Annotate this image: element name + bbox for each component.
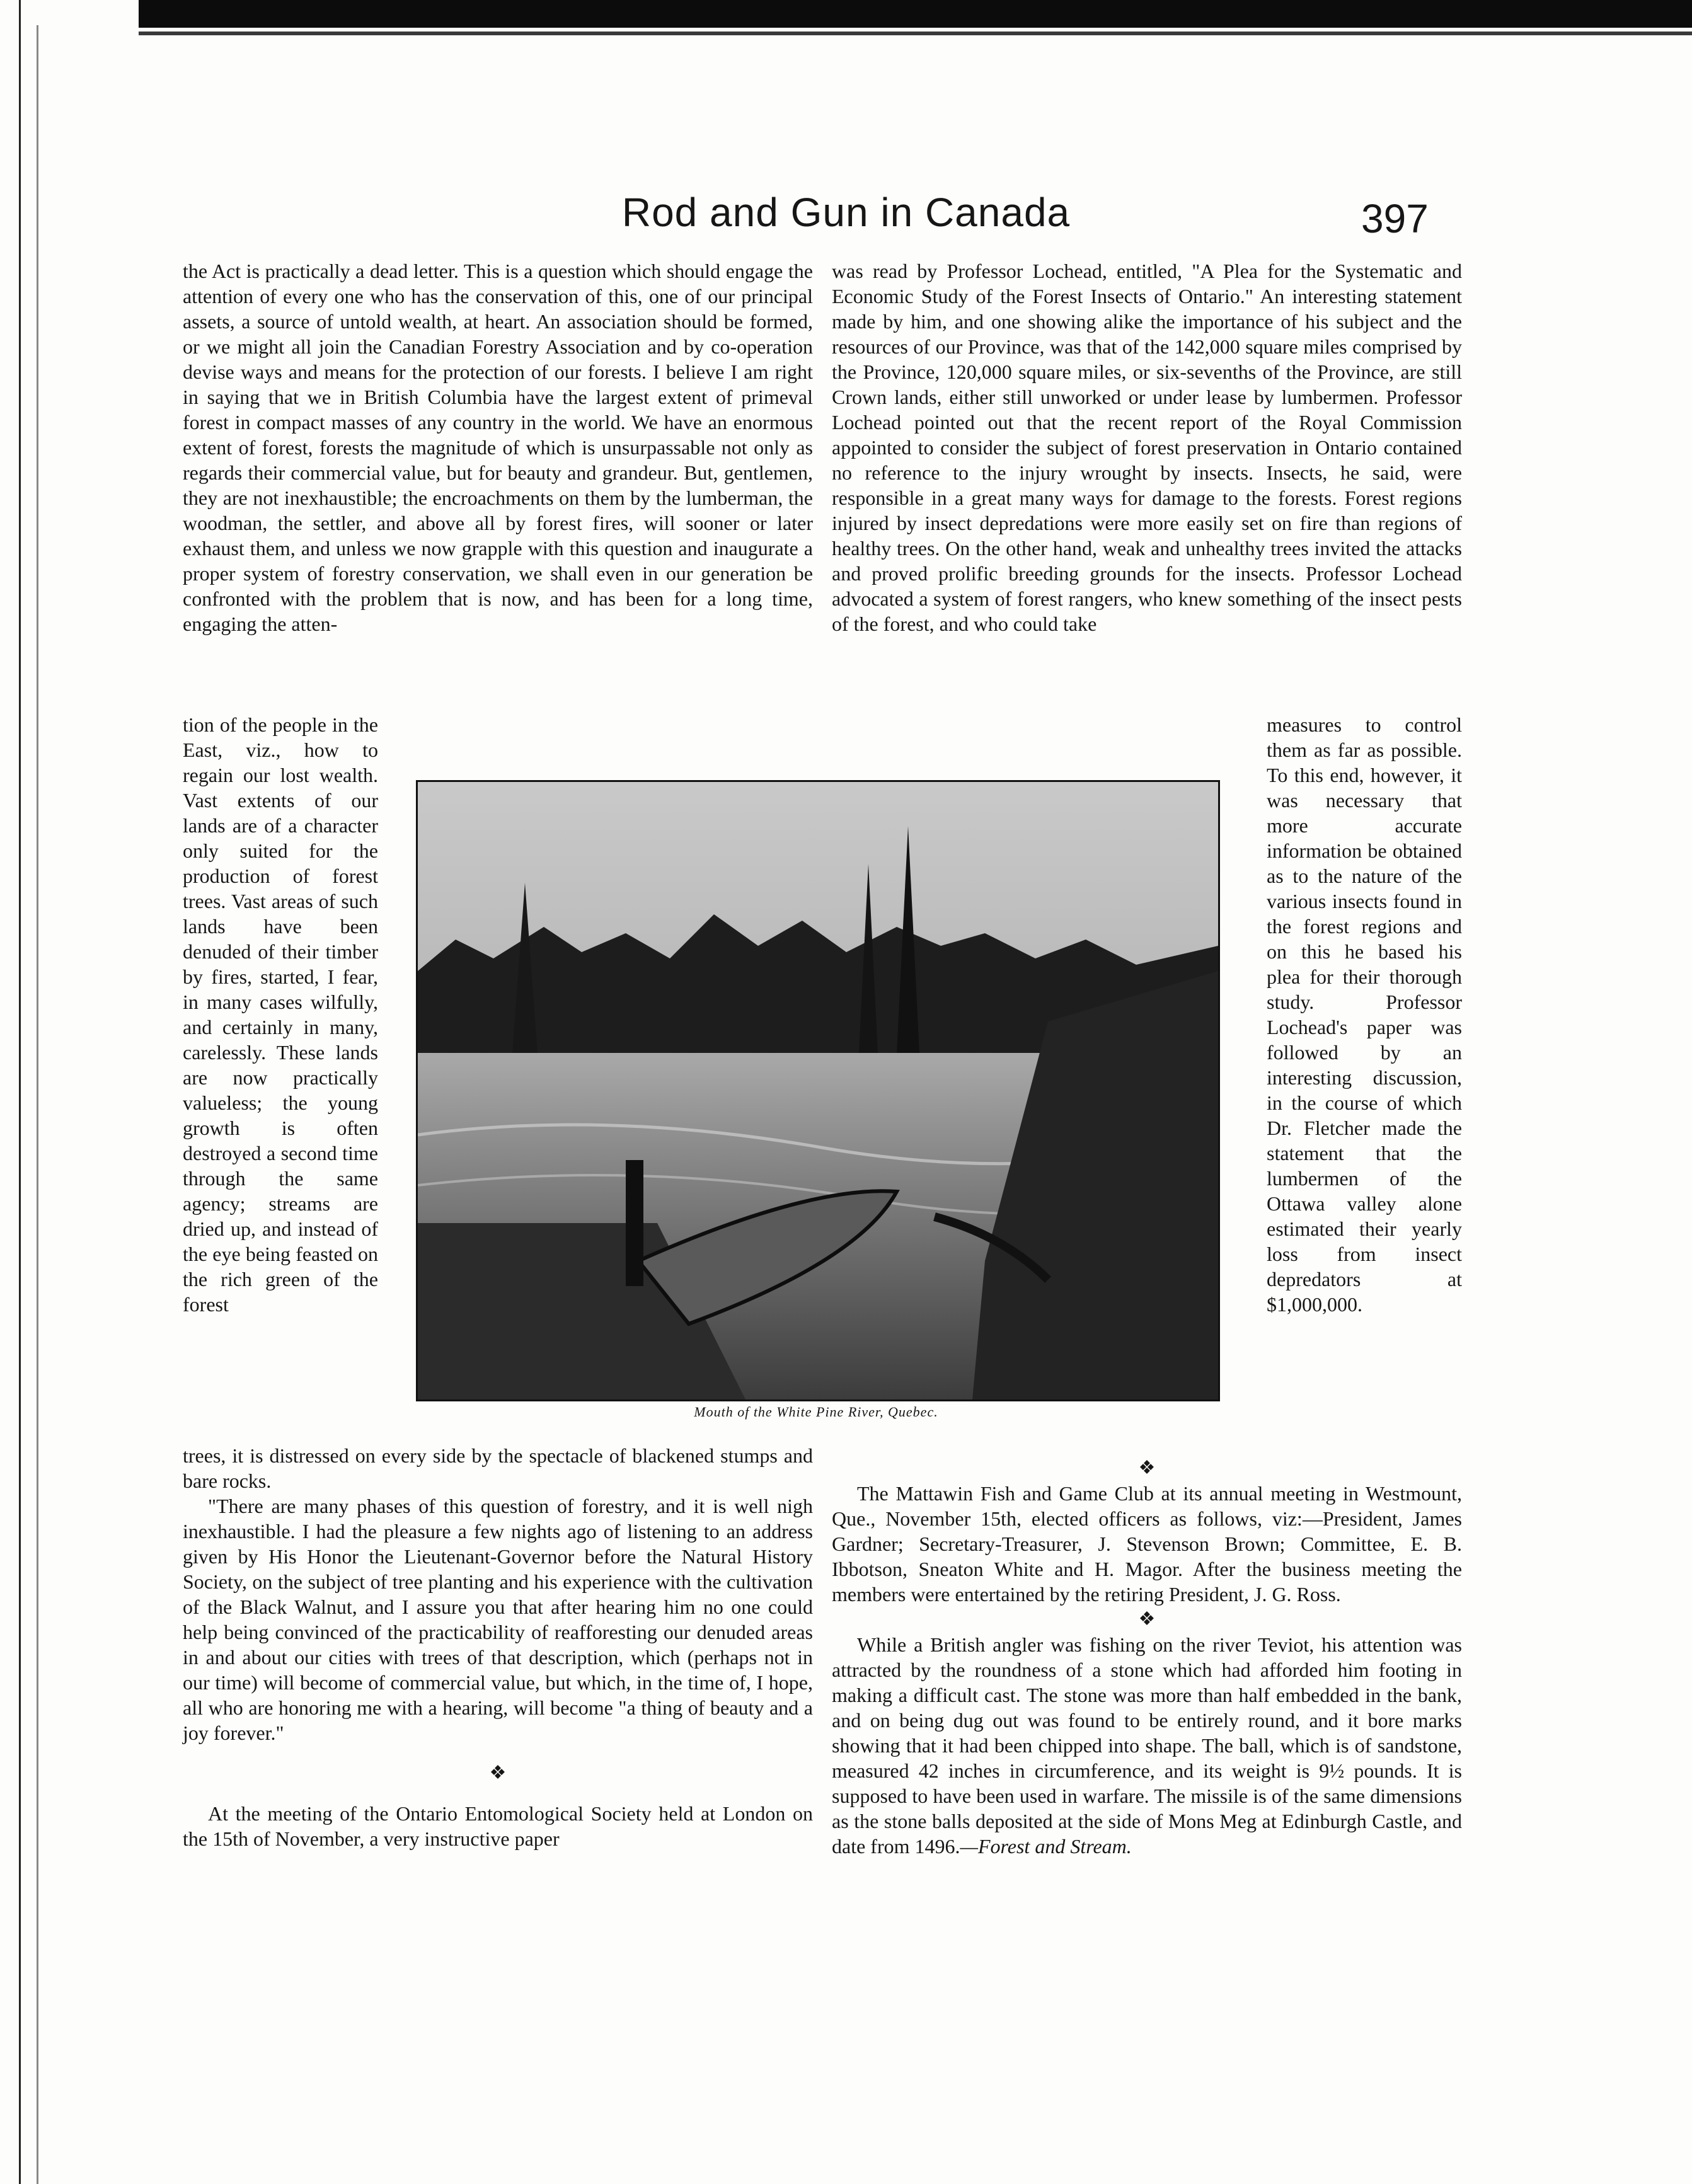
article-paragraph: the Act is practically a dead letter. This is a question which should engage the attention of every one who has the conservation of this, one of our principal assets, a source of untold wealth, at heart. An association should be formed, or we might all join the Canadian Forestry Association and by co-operation devise ways and means for the protection of our forests. I believe I am right in saying that we in British Columbia have the largest extent of primeval forest in compact masses of any country in the world. We have an enormous extent of forest, forests the magnitude of which is unsurpassable not only as regards their commercial value, but for beauty and grandeur. But, gentlemen, they are not inexhaustible; the encroachments on them by the lumberman, the woodman, the settler, and above all by forest fires, will sooner or later exhaust them, and unless we now grapple with this question and inaugurate a proper system of forestry conservation, we shall even in our generation be confronted with the problem that is now, and has been for a long time, engaging the atten- [183,260,813,635]
photo-caption: Mouth of the White Pine River, Quebec. [694,1404,938,1420]
article-forestry-narrow [183,712,378,1317]
article-paragraph: "There are many phases of this question of forestry, and it is well nigh inexhaustible. I had the pleasure a few nights ago of listening to an address given by His Honor the Lieutenant-Governor before the Natural History Society, on the subject of tree planting and his experience with the cultivation of the Black Walnut, and I assure you that after hearing him no one could help being convinced of the practicability of reafforesting our denuded areas in and about our cities with trees of that description, which (perhaps not in our time) will become of commercial value, but which, in the time of, I hope, all who are honoring me with a hearing, will become "a thing of beauty and a joy forever." [183,1495,813,1744]
section-ornament: ❖ [1138,1609,1156,1629]
article-paragraph: was read by Professor Lochead, entitled, "A Plea for the Systematic and Economic Study of the Forest Insects of Ontario." An interesting statement made by him, and one showing alike the importance of his subject and the resources of our Province, was that of the 142,000 square miles comprised by the Province, 120,000 square miles, or six-sevenths of the Province, are still Crown lands, either still unworked or under lease by lumbermen. Professor Lochead pointed out that the recent report of the Royal Commission appointed to consider the subject of forest preservation in Ontario contained no reference to the injury wrought by insects. Insects, he said, were responsible in a great many ways for damage to the forests. Forest regions injured by insect depredations were more easily set on fire than regions of healthy trees. On the other hand, weak and unhealthy trees invited the attacks and proved prolific breeding grounds for the insects. Professor Lochead advocated a system of forest rangers, who knew something of the insect pests of the forest, and who could take [832,260,1462,635]
left-scan-edge [19,0,21,2184]
article-source: —Forest and Stream. [960,1835,1132,1858]
top-scan-border-secondary [139,32,1692,35]
section-ornament: ❖ [489,1762,507,1783]
page-number: 397 [1361,196,1429,241]
left-scan-edge-inner [37,25,38,2184]
photo-illustration [418,782,1218,1399]
page-title: Rod and Gun in Canada [621,190,1071,235]
article-paragraph-teviot [832,1632,1462,1859]
article-forestry-top [183,258,813,636]
article-paragraph: trees, it is distressed on every side by the spectacle of blackened stumps and bare rocks. [183,1444,813,1492]
article-entomology-narrow [1267,712,1462,1317]
section-ornament: ❖ [1138,1457,1156,1478]
photograph-river-canoe [416,780,1220,1401]
article-entomology-top [832,258,1462,636]
article-paragraph: measures to control them as far as possible. To this end, however, it was necessary that more accurate information be obtained as to the nature of the various insects found in the forest regions and on this he based his plea for their thorough study. Professor Lochead's paper was followed by an interesting discussion, in the course of which Dr. Fletcher made the statement that the lumbermen of the Ottawa valley alone estimated their yearly loss from insect depredators at $1,000,000. [1267,713,1462,1316]
article-text: While a British angler was fishing on the river Teviot, his attention was attracted by the roundness of a stone which had afforded him footing in making a difficult cast. The stone was more than half embedded in the bank, and on being dug out was found to be entirely round, and it bore marks showing that it had been chipped into shape. The ball, which is of sandstone, measured 42 inches in circumference, and its weight is 9½ pounds. It is supposed to have been used in warfare. The missile is of the same dimensions as the stone balls deposited at the side of Mons Meg at Edinburgh Castle, and date from 1496. [832,1633,1462,1858]
article-paragraph: tion of the people in the East, viz., how to regain our lost wealth. Vast extents of our lands are of a character only suited for the production of forest trees. Vast areas of such lands have been denuded of their timber by fires, started, I fear, in many cases wilfully, and certainly in many, carelessly. These lands are now practically valueless; the young growth is often destroyed a second time through the same agency; streams are dried up, and instead of the eye being feasted on the rich green of the forest [183,713,378,1316]
top-scan-border [139,0,1692,28]
articles-right-bottom [832,1456,1462,1859]
article-forestry-bottom [183,1443,813,1851]
article-paragraph: At the meeting of the Ontario Entomological Society held at London on the 15th of November, a very instructive paper [183,1802,813,1850]
article-paragraph-mattawin: The Mattawin Fish and Game Club at its annual meeting in Westmount, Que., November 15th, elected officers as follows, viz:—President, James Gardner; Secretary-Treasurer, J. Stevenson Brown; Committee, E. B. Ibbotson, Sneaton White and H. Magor. After the business meeting the members were entertained by the retiring President, J. G. Ross. [832,1482,1462,1606]
